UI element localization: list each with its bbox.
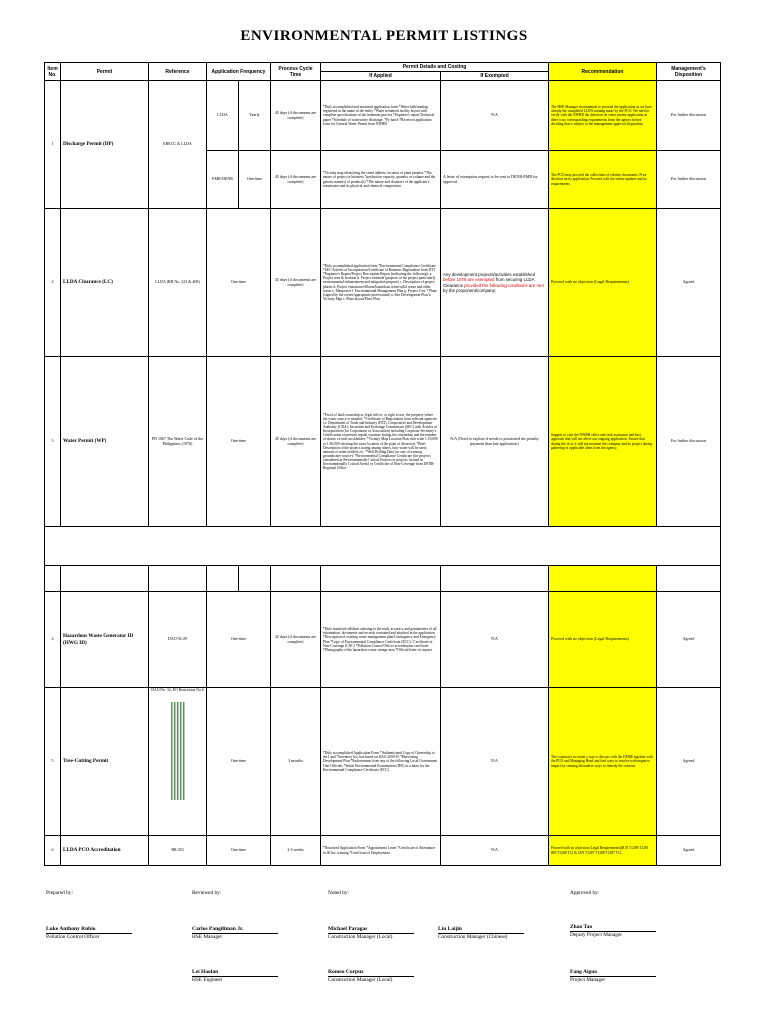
table-row	[45, 81, 721, 151]
cycle-cell: 45 days (if documents are complete)	[271, 592, 321, 688]
header-item-no: Item No.	[45, 63, 61, 81]
exempted-text: Any development projects/activities established	[443, 272, 536, 278]
header-cycle: Process Cycle Time	[271, 63, 321, 81]
exempted-cell	[441, 209, 549, 357]
permit-name: Tree-Cutting Permit	[61, 688, 149, 836]
recommendation-cell: Proceed with no objection (Legal Requirements)(R18 T1288 T1281 IB9 T1288 T12 & 18/9 T1287 T1288 T1287 T12	[549, 836, 657, 866]
page-title: ENVIRONMENTAL PERMIT LISTINGS	[240, 28, 528, 44]
applied-cell: *Proof of land ownership or, legal title to, or right to use, the property where the water source is situated; *Certificate of Registration from relevant agencies i.e. Department of Trade and Industry (DTI), Cooperative and Development Authority (CDA), Securities and Exchange Commission (SEC) with Articles of Incorporation (for Corporation or Association) including Corporate Secretary's Certification on present capital structure stating the citizenship and the number of shares of each stockholder; *Vicinity Map/Location Plan with scale 1:10,000 or 1:50,000 showing the exact location of the point of diversion; *Brief Description of the project stating among others, how water will be used, amount of water needed, etc. *Well Drilling Data (in case of existing groundwater source); *Environmental Compliance Certificate (for projects considered as Environmentally Critical Projects or projects located in Environmentally Critical Areas) or Certificate of Non-Coverage from DENR-Regional Office.	[321, 357, 441, 527]
agency-cell: EMB-DENR	[207, 151, 239, 209]
document-stamp	[149, 688, 206, 808]
noted-label: Noted by:	[328, 890, 350, 896]
exempted-condition: provided the following conditions are met	[464, 282, 544, 288]
recommendation-cell: The PCO may proceed the collections of relative documents. Prior decision on its application. Proceed with the online updates and its requirements	[549, 151, 657, 209]
disposition-cell: Agreed	[657, 688, 721, 836]
signatory-name: Lei Haolan	[192, 969, 278, 977]
signatory-role: Deputy Project Manager	[570, 932, 623, 938]
signatory-name: Zhao Tao	[570, 924, 656, 932]
applied-cell: *Duly accomplished and notarized application form *Water bills/reading registered in the name of the entity *Water treatment facility layout with complete specifications of the treatment process *Engineer's report/Technical paper *Schedule of wastewater discharge. *Fy batch *Received application form for General Water Permit from NWRB	[321, 81, 441, 151]
cycle-cell: 45 days (if documents are complete)	[271, 81, 321, 151]
cycle-cell: 45 days (if documents are complete)	[271, 357, 321, 527]
exempted-cell: N/A (Need to explore if needs to prioritized the penalty payment than late application)	[441, 357, 549, 527]
prepared-label: Prepared by:	[46, 890, 73, 896]
disposition-cell: Agreed	[657, 592, 721, 688]
scanned-document-image	[171, 702, 185, 800]
applied-cell: *Vicinity map identifying the street address, location of plant premise *The nature of project or business *production capacity, quantity or volume and the generic name(s) of product(s) *The nature and character of the applicant's wastewater and its physical and chemical composition	[321, 151, 441, 209]
signatory	[570, 924, 656, 938]
item-number: 5	[45, 688, 61, 836]
frequency-cell: One-time	[207, 592, 271, 688]
header-reference: Reference	[149, 63, 207, 81]
recommendation-cell: The contractor to create a way to discuss with the DENR together with the PCO and Managing Head and find ways to resolve with negative impact by creating alternative ways to remedy the concern.	[549, 688, 657, 836]
page-gap	[45, 527, 721, 566]
signatory-name: Carlos Pangiliman Jr.	[192, 926, 278, 934]
header-disposition: Management's Disposition	[657, 63, 721, 81]
exempted-text: from securing LLDA Clearance	[443, 277, 535, 288]
signatory-name: Luke Anthony Rubio	[46, 926, 132, 934]
reference-cell: DAO 92-29	[149, 592, 207, 688]
item-number: 2	[45, 209, 61, 357]
signatory-name: Romeo Corpuz	[328, 969, 414, 977]
cycle-cell: 45 days (if documents are complete)	[271, 151, 321, 209]
table-row	[45, 688, 721, 836]
permit-table	[44, 62, 721, 866]
signatory	[192, 926, 278, 940]
recommendation-cell: Proceed with no objection (Legal Requirements)	[549, 592, 657, 688]
header-applied: If Applied	[321, 72, 441, 81]
reference-cell: BR 453	[149, 836, 207, 866]
item-number: 6	[45, 836, 61, 866]
signatory	[46, 926, 132, 940]
disposition-cell: Agreed	[657, 209, 721, 357]
header-row	[45, 63, 721, 72]
exempted-cell: N/A	[441, 81, 549, 151]
signatory-role: Pollution Control Officer	[46, 934, 100, 940]
agency-cell: LLDA	[207, 81, 239, 151]
permit-name: Water Permit (WP)	[61, 357, 149, 527]
applied-cell: *Duly accomplished application form *Environmental Compliance Certificate *SEC Articles of Incorporation/Certificate of Business Registration from DTI *Engineer's Report/Project Description Report (indicating the following): a. Project area & location b. Project rationale (purpose of the project particularly environmental enhancement and mitigation purpose) c. Description of project phases d. Project emissions/effluent/hazardous waste/solid waste and other waste e. Manpower f. Environmental Management Plan g. Project Cost * Plans (signed by the owner/appropriate professional) a. Site Development Plan b. Vicinity Map c. Plant layout/Floor Plan	[321, 209, 441, 357]
exempted-cell: N/A	[441, 688, 549, 836]
reference-cell	[149, 688, 207, 836]
signatory-role: Construction Manager (Local)	[328, 977, 393, 983]
exempted-text: by the proponent/company:	[443, 287, 497, 293]
table-row	[45, 836, 721, 866]
signatory-role: Construction Manager (Chinese)	[438, 934, 508, 940]
header-details: Permit Details and Costing	[321, 63, 549, 72]
header-recommendation: Recommendation	[549, 63, 657, 81]
recommendation-cell: The HSE Manager recommends to proceed the application as we have already the completed LLDA training made by the PCO. We need to verify with the NWRB the direction on water permit application as there is no corresponding requirements from the agency before deciding that is subject to the management approval disposition.	[549, 81, 657, 151]
signatory	[328, 926, 414, 940]
recommendation-cell: Proceed with no objection (Legal Requirements)	[549, 209, 657, 357]
exempted-cell: A letter of exemption request to be sent to DENR-EMB for approval.	[441, 151, 549, 209]
permit-name: Hazardous Waste Generator ID (HWG ID)	[61, 592, 149, 688]
frequency-cell: One-time	[207, 357, 271, 527]
signatory-role: HSE Manager	[192, 934, 223, 940]
signatory-name: Liu Laijin	[438, 926, 524, 934]
signatory-role: Construction Manager (Local)	[328, 934, 393, 940]
signatory	[570, 969, 656, 983]
recommendation-cell: Suggest to visit the NWRB office and seek assistance and best approach that will not affect our ongoing application. Ensure that during the visit, it will not mention the company and its project during gathering of applicable ideas from the agency.	[549, 357, 657, 527]
applied-cell: *Duly notarized affidavit attesting to the truth, accuracy and genuineness of all information, documents and records contained and attached in the application *Description of existing waste management plan/Contingency and Emergency Plan *Copy of Environmental Compliance Certificate (ECC) / Certificate of Non-Coverage (CNC) *Pollution Control Officer accreditation certificate *Photographs of the hazardous waste storage area *Official letter of request	[321, 592, 441, 688]
permit-name: Discharge Permit (DP)	[61, 81, 149, 209]
header-permit: Permit	[61, 63, 149, 81]
table-row	[45, 357, 721, 527]
signatory	[192, 969, 278, 983]
header-frequency: Application Frequency	[207, 63, 271, 81]
reviewed-label: Reviewed by:	[192, 890, 222, 896]
frequency-cell: One-time	[207, 688, 271, 836]
frequency-cell: One-time	[207, 209, 271, 357]
approved-label: Approved by:	[570, 890, 600, 896]
disposition-cell: For further discussion	[657, 357, 721, 527]
reference-cell: LLDA (RR No. 223 & 408)	[149, 209, 207, 357]
signatory-role: Project Manager	[570, 977, 606, 983]
cycle-cell: 45 days (if documents are complete)	[271, 209, 321, 357]
frequency-cell: One-time	[207, 836, 271, 866]
signatory-name: Michael Paragas	[328, 926, 414, 934]
disposition-cell: Agreed	[657, 836, 721, 866]
signatory-role: HSE Engineer	[192, 977, 223, 983]
frequency-cell: Yearly	[239, 81, 271, 151]
reference-text: DAO No. 32, EO Restriction No.6	[151, 688, 204, 692]
permit-name: LLDA Clearance (LC)	[61, 209, 149, 357]
signatory	[328, 969, 414, 983]
applied-cell: *Notarized Application Form *Appointment Letter *Certificate of Attendance in 40 hrs. training *Certificate of Employment	[321, 836, 441, 866]
item-number: 1	[45, 81, 61, 209]
cycle-cell: 2-3 weeks	[271, 836, 321, 866]
disposition-cell: For further discussion	[657, 151, 721, 209]
item-number: 4	[45, 592, 61, 688]
cycle-cell: 3 months	[271, 688, 321, 836]
header-exempted: If Exempted	[441, 72, 549, 81]
exempted-condition: before 1976 are exempted	[443, 277, 495, 283]
blank-row	[45, 566, 721, 592]
exempted-cell: N/A	[441, 836, 549, 866]
signatory	[438, 926, 524, 940]
reference-cell: PD 1067 The Water Code of the Philippines (1976)	[149, 357, 207, 527]
disposition-cell: For further discussion	[657, 81, 721, 151]
table-row	[45, 209, 721, 357]
table-row	[45, 592, 721, 688]
frequency-cell: One-time	[239, 151, 271, 209]
exempted-cell: N/A	[441, 592, 549, 688]
reference-cell: ERECC & LLDA	[149, 81, 207, 209]
permit-name: LLDA PCO Accreditation	[61, 836, 149, 866]
signatory-name: Fang Aiguo	[570, 969, 656, 977]
item-number: 3	[45, 357, 61, 527]
applied-cell: *Duly accomplished Application Form *Authenticated Copy of Ownership to the Land *Inventory list, has based on DAO 2000-16 *Harvesting Development Plan *Endorsement from any of the following Local Government Unit Officials *Initial Environmental Examination (IEE) as a basis for the Environmental Compliance Certificate (ECC)	[321, 688, 441, 836]
